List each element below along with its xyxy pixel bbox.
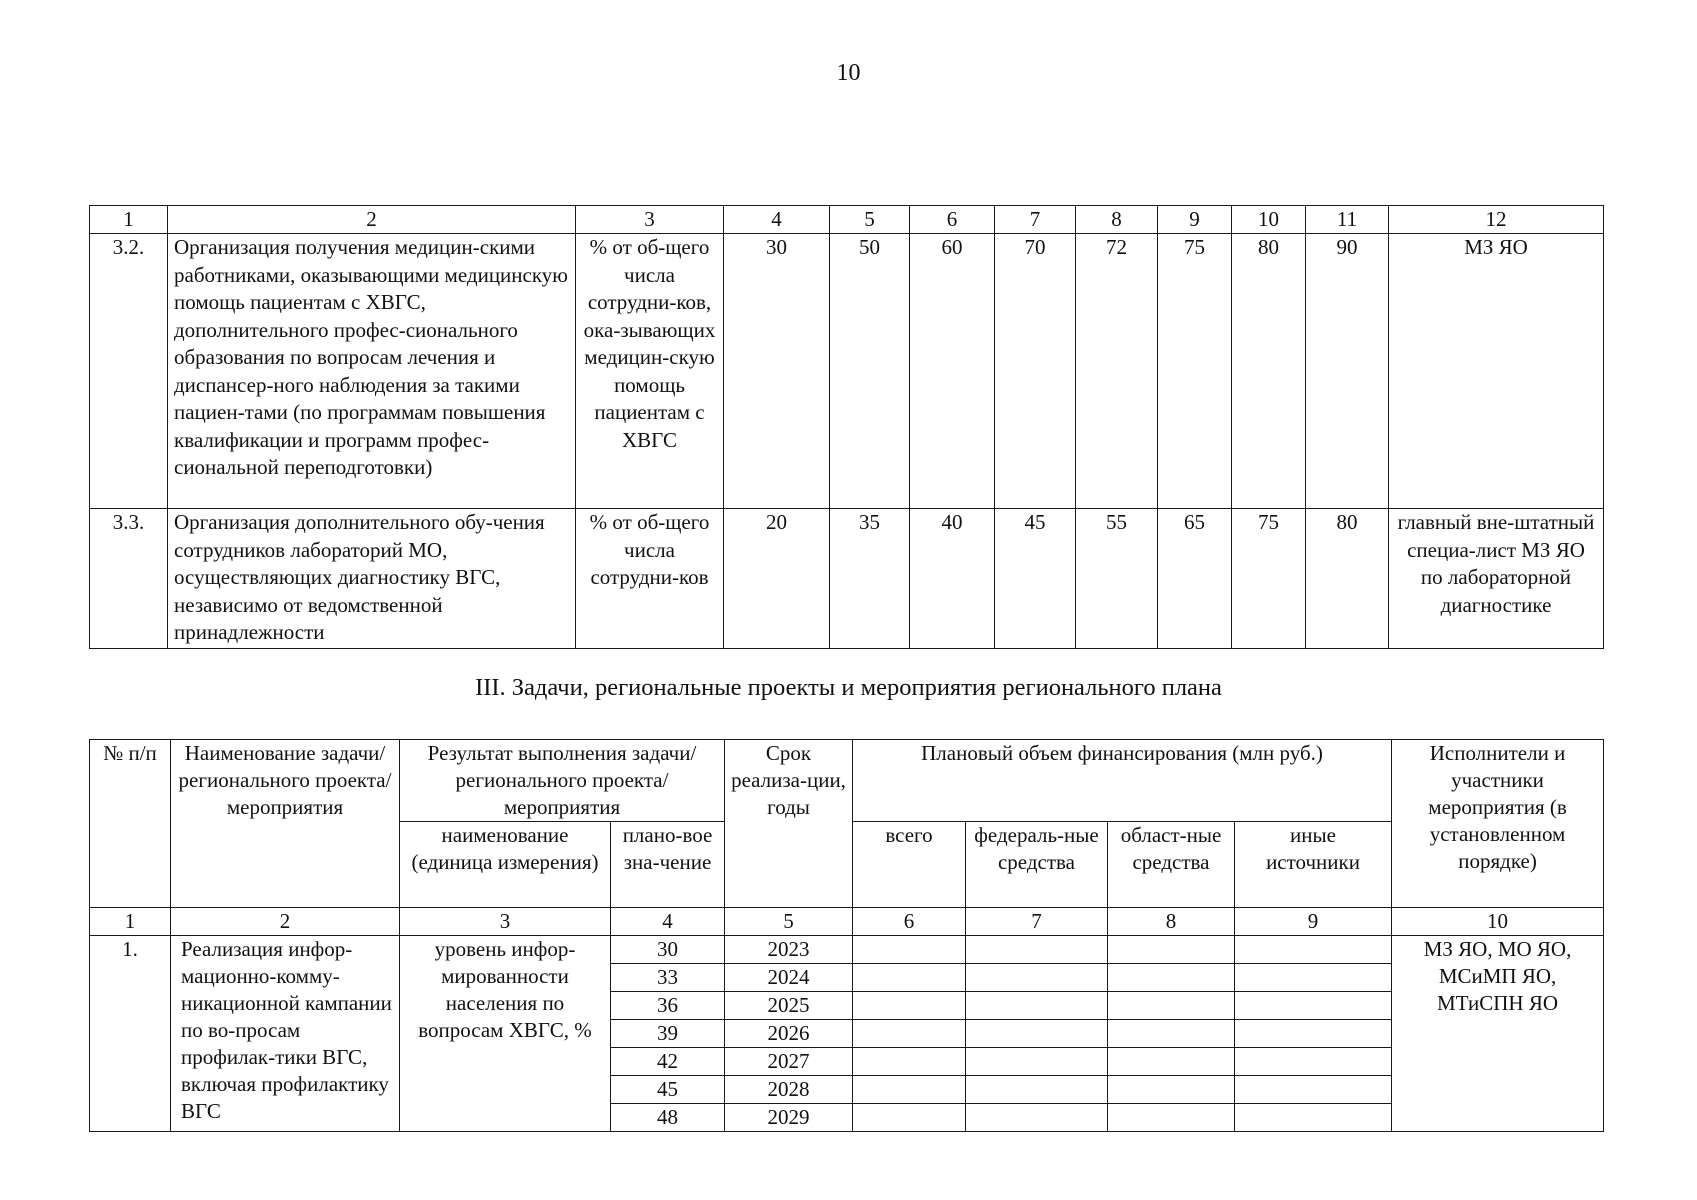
header-regional: област-ные средства: [1108, 822, 1235, 908]
column-number: 10: [1232, 206, 1306, 234]
indicator-value: 70: [995, 234, 1076, 509]
funding-other: [1235, 1020, 1392, 1048]
funding-regional: [1108, 1020, 1235, 1048]
header-row: [90, 740, 1604, 822]
indicator-value: 80: [1306, 509, 1389, 649]
indicator-value: 35: [830, 509, 910, 649]
funding-total: [853, 1048, 966, 1076]
header-name: Наименование задачи/ регионального проекта/ мероприятия: [171, 740, 400, 908]
column-number: 7: [966, 908, 1108, 936]
column-number: 9: [1235, 908, 1392, 936]
column-number: 1: [90, 908, 171, 936]
column-number: 8: [1108, 908, 1235, 936]
funding-total: [853, 1076, 966, 1104]
header-result-plan: плано-вое зна-чение: [611, 822, 725, 908]
indicator-value: 30: [724, 234, 830, 509]
indicators-table: [89, 205, 1604, 649]
funding-other: [1235, 1104, 1392, 1132]
responsible: главный вне-штатный специа-лист МЗ ЯО по лабораторной диагностике: [1389, 509, 1604, 649]
column-number: 1: [90, 206, 168, 234]
column-number: 5: [725, 908, 853, 936]
header-term: Срок реализа-ции, годы: [725, 740, 853, 908]
funding-federal: [966, 1048, 1108, 1076]
year: 2024: [725, 964, 853, 992]
header-other: иные источники: [1235, 822, 1392, 908]
column-number: 3: [576, 206, 724, 234]
indicator-value: 20: [724, 509, 830, 649]
indicator-value: 75: [1158, 234, 1232, 509]
executors: МЗ ЯО, МО ЯО, МСиМП ЯО, МТиСПН ЯО: [1392, 936, 1604, 1132]
funding-regional: [1108, 992, 1235, 1020]
column-number: 3: [400, 908, 611, 936]
funding-other: [1235, 964, 1392, 992]
funding-total: [853, 936, 966, 964]
indicator-value: 50: [830, 234, 910, 509]
page-number: 10: [836, 60, 861, 86]
indicator-value: 40: [910, 509, 995, 649]
header-federal: федераль-ные средства: [966, 822, 1108, 908]
indicator-value: 80: [1232, 234, 1306, 509]
indicator-value: 72: [1076, 234, 1158, 509]
funding-regional: [1108, 936, 1235, 964]
header-num: № п/п: [90, 740, 171, 908]
result-indicator: уровень инфор-мированности населения по вопросам ХВГС, %: [400, 936, 611, 1132]
funding-federal: [966, 936, 1108, 964]
column-number: 2: [168, 206, 576, 234]
funding-federal: [966, 992, 1108, 1020]
indicator-name: Организация получения медицин-скими работниками, оказывающими медицинскую помощь пациентам с ХВГС, дополнительного профес-сионального образования по вопросам лечения и диспансер-ного наблюдения за такими пациен-тами (по программам повышения квалификации и программ профес-сиональной переподготовки): [168, 234, 576, 509]
column-number: 4: [724, 206, 830, 234]
year: 2023: [725, 936, 853, 964]
funding-total: [853, 964, 966, 992]
table-row: [90, 234, 1604, 509]
header-funding: Плановый объем финансирования (млн руб.): [853, 740, 1392, 822]
year: 2027: [725, 1048, 853, 1076]
column-number: 6: [910, 206, 995, 234]
plan-value: 30: [611, 936, 725, 964]
header-executors: Исполнители и участники мероприятия (в установленном порядке): [1392, 740, 1604, 908]
funding-federal: [966, 1104, 1108, 1132]
column-number: 11: [1306, 206, 1389, 234]
column-number: 4: [611, 908, 725, 936]
plan-value: 39: [611, 1020, 725, 1048]
funding-federal: [966, 1020, 1108, 1048]
funding-total: [853, 1104, 966, 1132]
funding-federal: [966, 964, 1108, 992]
column-number-row: [90, 206, 1604, 234]
plan-value: 48: [611, 1104, 725, 1132]
column-number: 12: [1389, 206, 1604, 234]
header-result-name: наименование (единица измерения): [400, 822, 611, 908]
column-number: 8: [1076, 206, 1158, 234]
funding-other: [1235, 992, 1392, 1020]
indicator-value: 75: [1232, 509, 1306, 649]
year: 2029: [725, 1104, 853, 1132]
task-name: Реализация инфор-мационно-комму-никационной кампании по во-просам профилак-тики ВГС, включая профилактику ВГС: [171, 936, 400, 1132]
indicator-unit: % от об-щего числа сотрудни-ков: [576, 509, 724, 649]
plan-value: 45: [611, 1076, 725, 1104]
measures-table: [89, 739, 1604, 1132]
indicator-name: Организация дополнительного обу-чения сотрудников лабораторий МО, осуществляющих диагностику ВГС, независимо от ведомственной принадлежности: [168, 509, 576, 649]
plan-value: 33: [611, 964, 725, 992]
funding-other: [1235, 1048, 1392, 1076]
section-heading: III. Задачи, региональные проекты и мероприятия регионального плана: [475, 674, 1222, 701]
column-number: 2: [171, 908, 400, 936]
indicator-value: 55: [1076, 509, 1158, 649]
year: 2025: [725, 992, 853, 1020]
header-result: Результат выполнения задачи/ регионального проекта/ мероприятия: [400, 740, 725, 822]
column-number: 10: [1392, 908, 1604, 936]
indicator-value: 65: [1158, 509, 1232, 649]
plan-value: 36: [611, 992, 725, 1020]
table-row: [90, 936, 1604, 964]
funding-regional: [1108, 1048, 1235, 1076]
column-number-row: [90, 908, 1604, 936]
indicator-value: 60: [910, 234, 995, 509]
indicator-value: 45: [995, 509, 1076, 649]
funding-other: [1235, 1076, 1392, 1104]
column-number: 9: [1158, 206, 1232, 234]
row-number: 3.2.: [90, 234, 168, 509]
header-total: всего: [853, 822, 966, 908]
indicator-value: 90: [1306, 234, 1389, 509]
responsible: МЗ ЯО: [1389, 234, 1604, 509]
column-number: 7: [995, 206, 1076, 234]
year: 2028: [725, 1076, 853, 1104]
plan-value: 42: [611, 1048, 725, 1076]
column-number: 5: [830, 206, 910, 234]
funding-regional: [1108, 1076, 1235, 1104]
funding-regional: [1108, 1104, 1235, 1132]
funding-total: [853, 992, 966, 1020]
column-number: 6: [853, 908, 966, 936]
funding-federal: [966, 1076, 1108, 1104]
funding-total: [853, 1020, 966, 1048]
row-number: 1.: [90, 936, 171, 1132]
row-number: 3.3.: [90, 509, 168, 649]
year: 2026: [725, 1020, 853, 1048]
funding-regional: [1108, 964, 1235, 992]
funding-other: [1235, 936, 1392, 964]
indicator-unit: % от об-щего числа сотрудни-ков, ока-зывающих медицин-скую помощь пациентам с ХВГС: [576, 234, 724, 509]
table-row: [90, 509, 1604, 649]
